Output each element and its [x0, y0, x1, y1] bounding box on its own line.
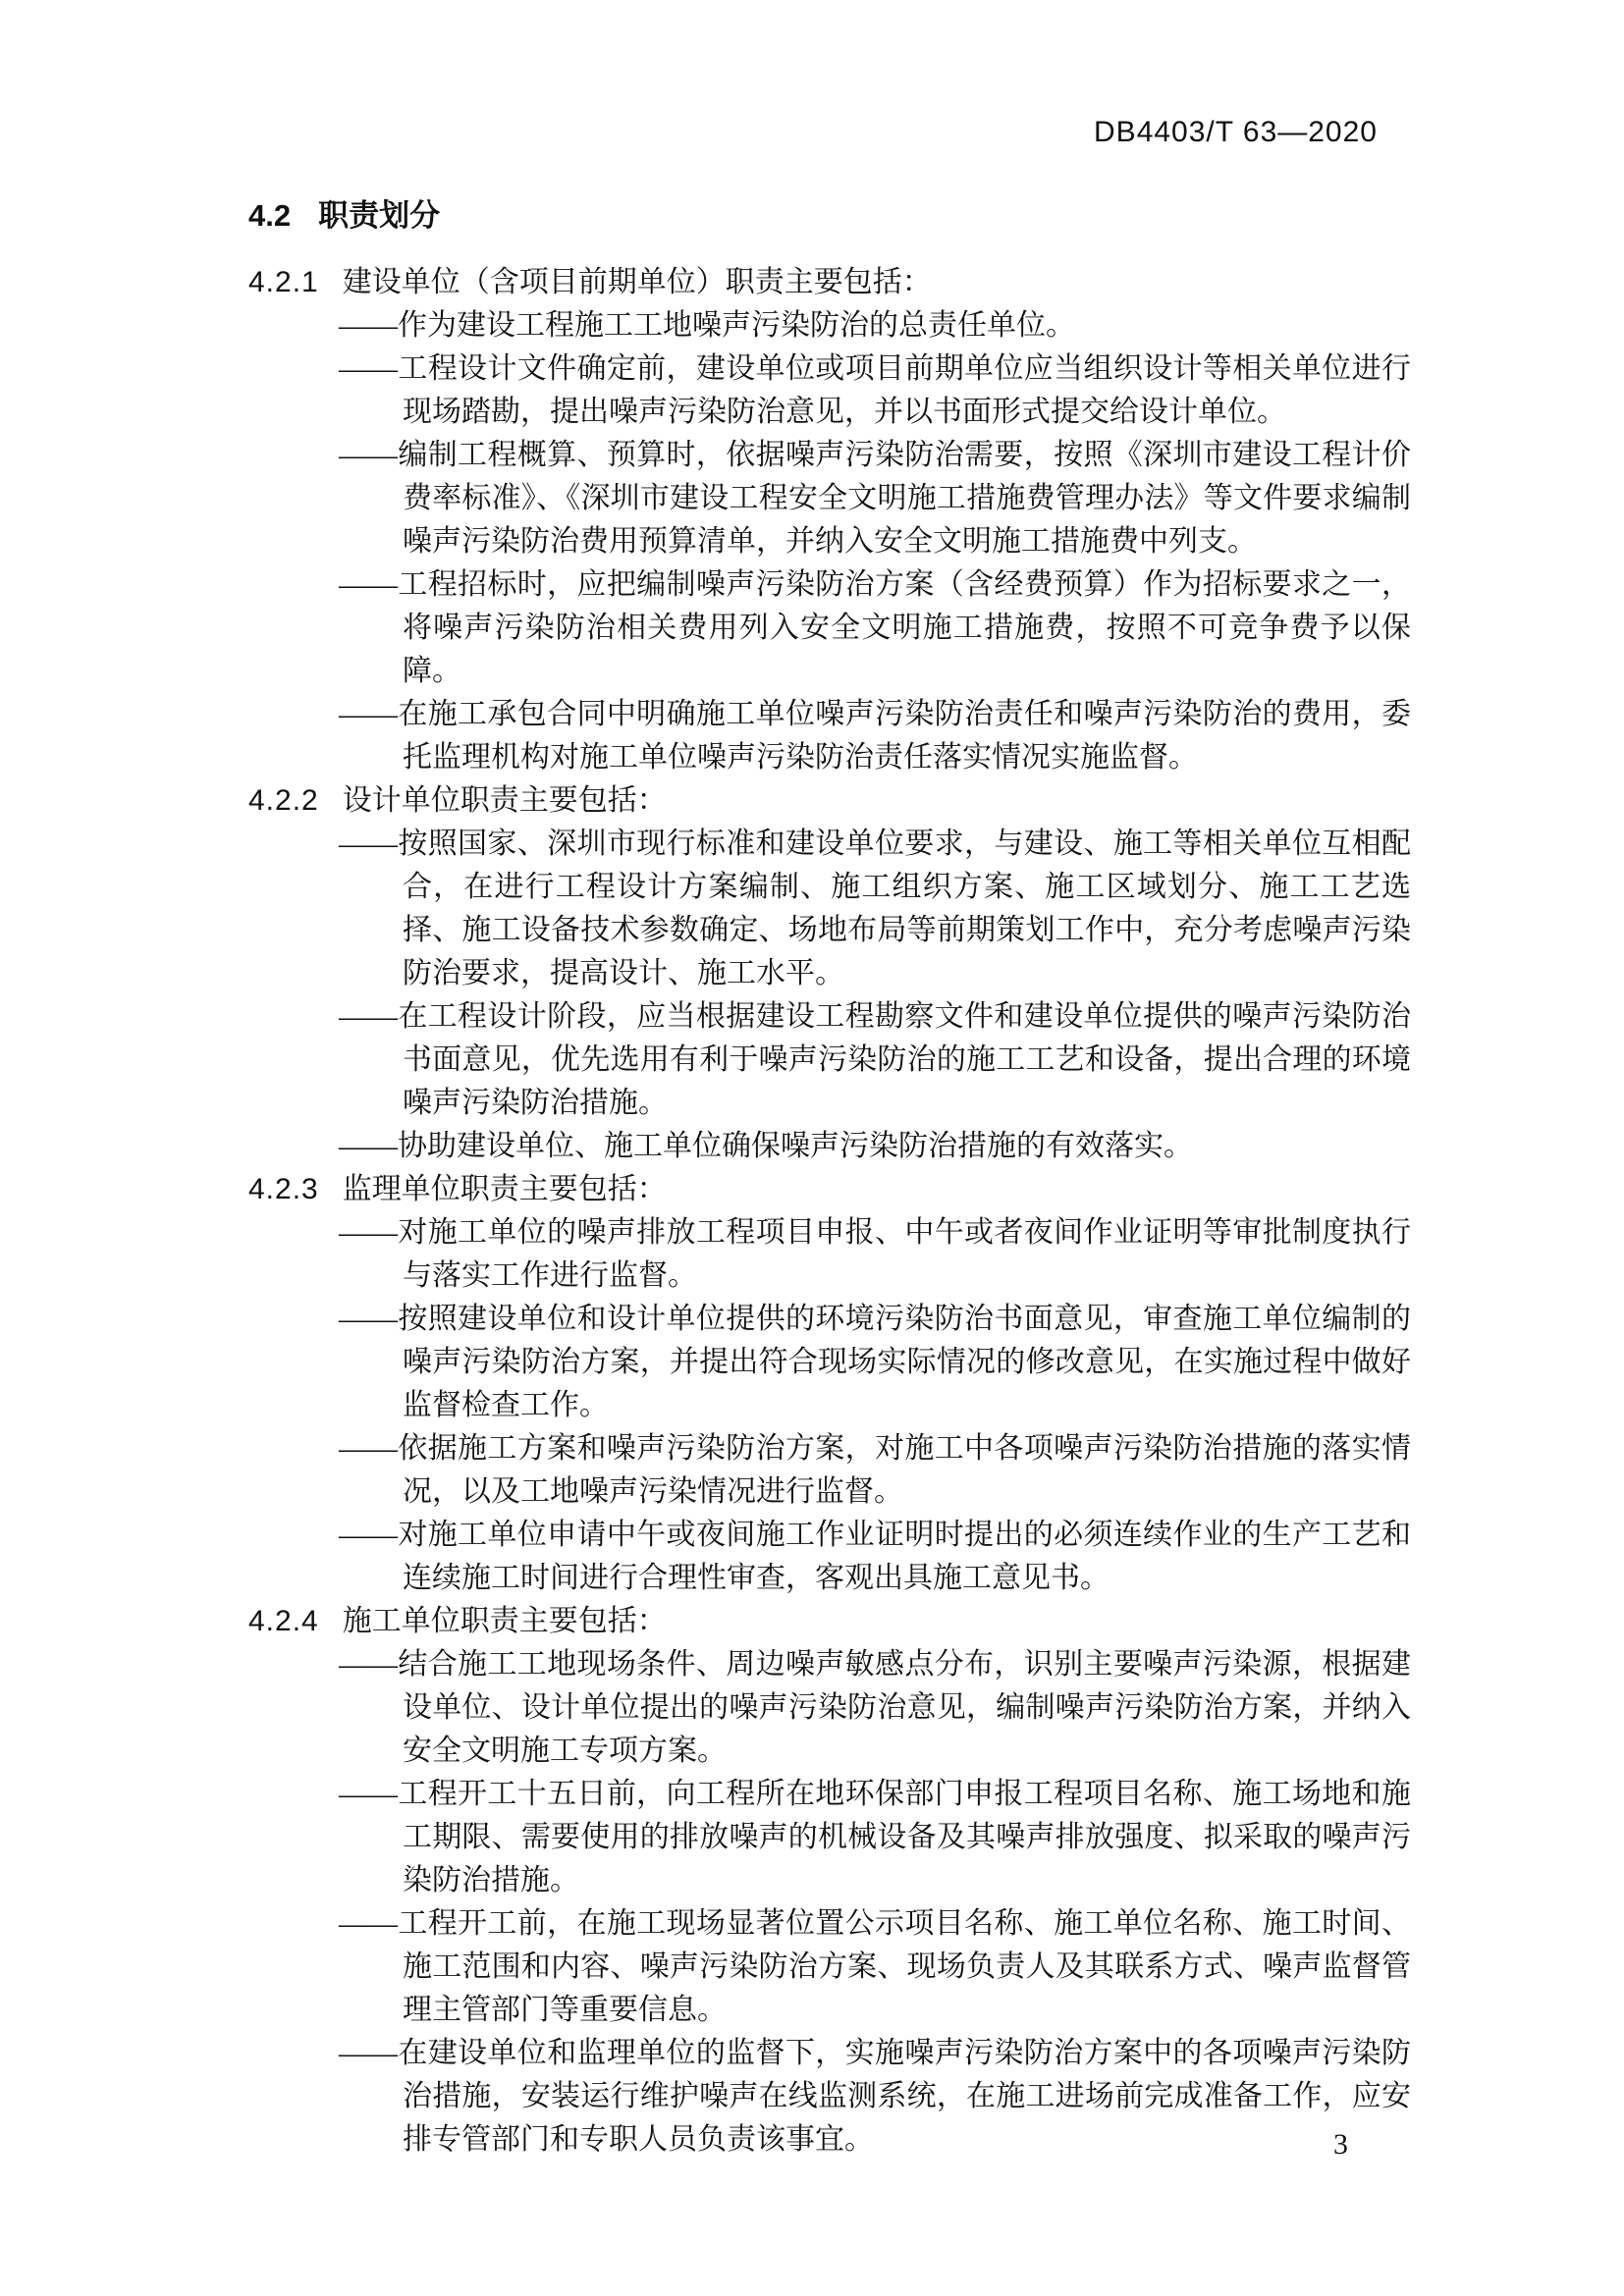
clause-item: ——对施工单位的噪声排放工程项目申报、中午或者夜间作业证明等审批制度执行与落实工作进行监督。	[339, 1216, 1411, 1292]
clause-item: ——工程开工十五日前，向工程所在地环保部门申报工程项目名称、施工场地和施工期限、需要使用的排放噪声的机械设备及其噪声排放强度、拟采取的噪声污染防治措施。	[339, 1778, 1411, 1896]
subsection-heading	[248, 1600, 1411, 1643]
clause-item: ——对施工单位申请中午或夜间施工作业证明时提出的必须连续作业的生产工艺和连续施工时间进行合理性审查，客观出具施工意见书。	[339, 1519, 1411, 1594]
subsection-heading	[248, 261, 1411, 304]
section-number: 4.2	[248, 198, 292, 233]
clause-item: ——编制工程概算、预算时，依据噪声污染防治需要，按照《深圳市建设工程计价费率标准》、《深圳市建设工程安全文明施工措施费管理办法》等文件要求编制噪声污染防治费用预算清单，并纳入安全文明施工措施费中列支。	[339, 439, 1411, 558]
clause-item: ——按照国家、深圳市现行标准和建设单位要求，与建设、施工等相关单位互相配合，在进行工程设计方案编制、施工组织方案、施工区域划分、施工工艺选择、施工设备技术参数确定、场地布局等前期策划工作中，充分考虑噪声污染防治要求，提高设计、施工水平。	[339, 828, 1411, 989]
section-title: 职责划分	[318, 198, 441, 233]
clause-item: ——工程设计文件确定前，建设单位或项目前期单位应当组织设计等相关单位进行现场踏勘，提出噪声污染防治意见，并以书面形式提交给设计单位。	[339, 352, 1411, 428]
subsection-4-2-2	[248, 779, 1411, 1168]
section-heading	[248, 194, 1411, 238]
clause-item: ——协助建设单位、施工单位确保噪声污染防治措施的有效落实。	[339, 1130, 1193, 1162]
clause-item: ——按照建设单位和设计单位提供的环境污染防治书面意见，审查施工单位编制的噪声污染防治方案，并提出符合现场实际情况的修改意见，在实施过程中做好监督检查工作。	[339, 1303, 1411, 1421]
clause-item: ——在建设单位和监理单位的监督下，实施噪声污染防治方案中的各项噪声污染防治措施，安装运行维护噪声在线监测系统，在施工进场前完成准备工作，应安排专管部门和专职人员负责该事宜。	[339, 2037, 1411, 2156]
clause-item: ——作为建设工程施工工地噪声污染防治的总责任单位。	[339, 309, 1075, 342]
subsection-number: 4.2.4	[248, 1605, 319, 1637]
subsection-4-2-4	[248, 1600, 1411, 2162]
subsection-number: 4.2.2	[248, 784, 319, 817]
subsection-4-2-1	[248, 261, 1411, 779]
standard-code-header: DB4403/T 63—2020	[1094, 116, 1378, 148]
document-body	[248, 194, 1411, 2162]
clause-item: ——结合施工工地现场条件、周边噪声敏感点分布，识别主要噪声污染源，根据建设单位、设计单位提出的噪声污染防治意见，编制噪声污染防治方案，并纳入安全文明施工专项方案。	[339, 1648, 1411, 1767]
subsection-title: 设计单位职责主要包括：	[342, 784, 667, 817]
subsection-number: 4.2.1	[248, 266, 319, 298]
subsection-heading	[248, 1168, 1411, 1211]
clause-item: ——依据施工方案和噪声污染防治方案，对施工中各项噪声污染防治措施的落实情况，以及工地噪声污染情况进行监督。	[339, 1432, 1411, 1508]
subsection-heading	[248, 779, 1411, 823]
subsection-title: 监理单位职责主要包括：	[342, 1173, 667, 1205]
subsection-title: 建设单位（含项目前期单位）职责主要包括：	[342, 266, 932, 298]
subsection-4-2-3	[248, 1168, 1411, 1600]
clause-item: ——在施工承包合同中明确施工单位噪声污染防治责任和噪声污染防治的费用，委托监理机构对施工单位噪声污染防治责任落实情况实施监督。	[339, 698, 1411, 774]
clause-item: ——工程招标时，应把编制噪声污染防治方案（含经费预算）作为招标要求之一，将噪声污染防治相关费用列入安全文明施工措施费，按照不可竞争费予以保障。	[339, 568, 1411, 687]
page-number: 3	[1333, 2128, 1348, 2161]
clause-item: ——在工程设计阶段，应当根据建设工程勘察文件和建设单位提供的噪声污染防治书面意见，优先选用有利于噪声污染防治的施工工艺和设备，提出合理的环境噪声污染防治措施。	[339, 1000, 1411, 1119]
clause-item: ——工程开工前，在施工现场显著位置公示项目名称、施工单位名称、施工时间、施工范围和内容、噪声污染防治方案、现场负责人及其联系方式、噪声监督管理主管部门等重要信息。	[339, 1907, 1411, 2026]
subsection-number: 4.2.3	[248, 1173, 319, 1205]
subsection-title: 施工单位职责主要包括：	[342, 1605, 667, 1637]
